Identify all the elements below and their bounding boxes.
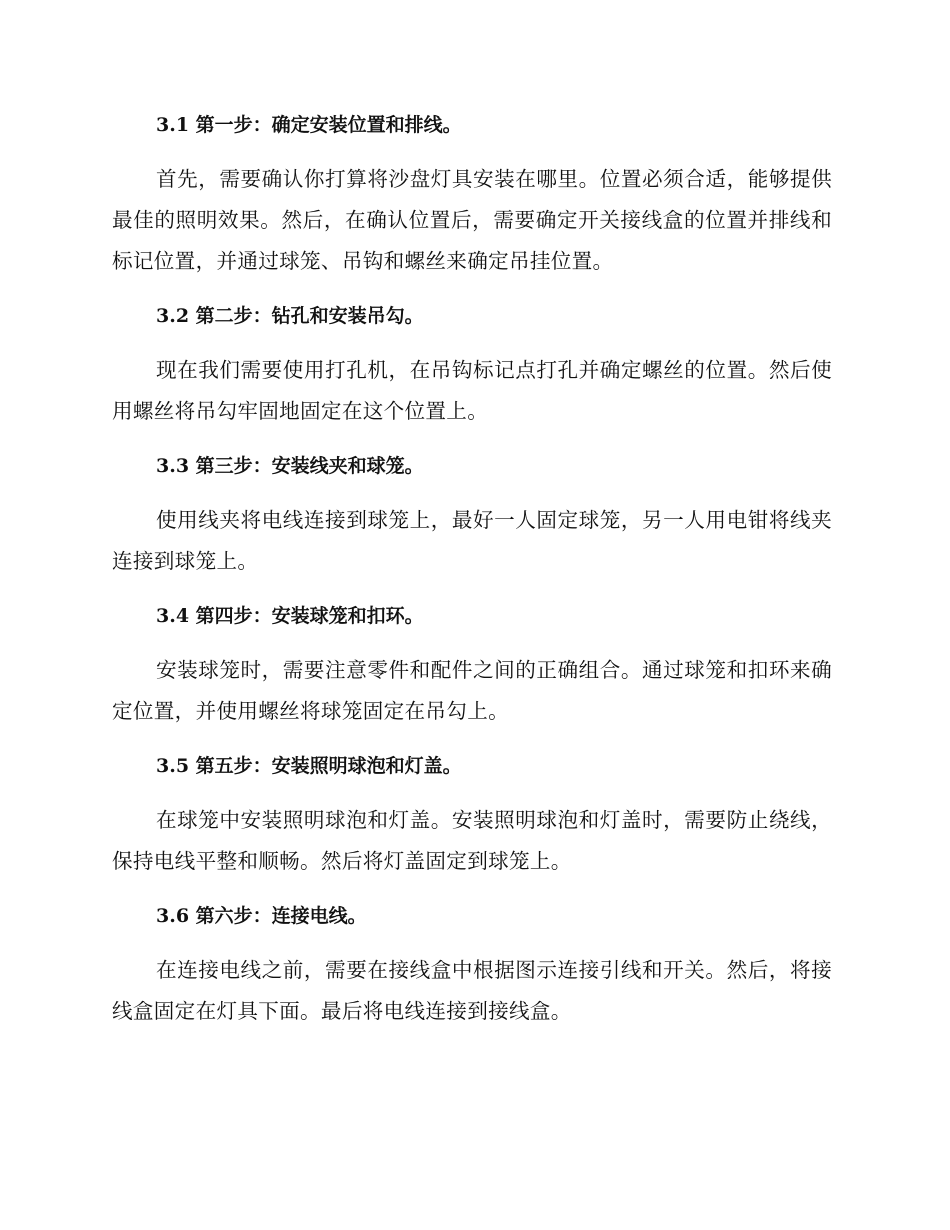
section-paragraph: 在球笼中安装照明球泡和灯盖。安装照明球泡和灯盖时，需要防止绕线，保持电线平整和顺畅。然后将灯盖固定到球笼上。 — [112, 808, 832, 873]
section-3-1 — [112, 110, 832, 282]
section-3-5 — [112, 751, 832, 882]
section-heading: 3.1 第一步：确定安装位置和排线。 — [156, 114, 462, 136]
section-3-6 — [112, 901, 832, 1032]
section-3-2 — [112, 301, 832, 432]
section-3-3 — [112, 451, 832, 582]
section-paragraph: 现在我们需要使用打孔机，在吊钩标记点打孔并确定螺丝的位置。然后使用螺丝将吊勾牢固地固定在这个位置上。 — [112, 358, 832, 423]
section-heading: 3.3 第三步：安装线夹和球笼。 — [156, 455, 424, 477]
section-heading: 3.5 第五步：安装照明球泡和灯盖。 — [156, 755, 462, 777]
document-content — [112, 110, 832, 1032]
section-paragraph: 安装球笼时，需要注意零件和配件之间的正确组合。通过球笼和扣环来确定位置，并使用螺丝将球笼固定在吊勾上。 — [112, 658, 832, 723]
section-heading: 3.6 第六步：连接电线。 — [156, 905, 367, 927]
section-paragraph: 首先，需要确认你打算将沙盘灯具安装在哪里。位置必须合适，能够提供最佳的照明效果。然后，在确认位置后，需要确定开关接线盒的位置并排线和标记位置，并通过球笼、吊钩和螺丝来确定吊挂位置。 — [112, 167, 832, 273]
section-3-4 — [112, 601, 832, 732]
section-heading: 3.4 第四步：安装球笼和扣环。 — [156, 605, 424, 627]
section-paragraph: 在连接电线之前，需要在接线盒中根据图示连接引线和开关。然后，将接线盒固定在灯具下面。最后将电线连接到接线盒。 — [112, 958, 832, 1023]
section-heading: 3.2 第二步：钻孔和安装吊勾。 — [156, 305, 424, 327]
section-paragraph: 使用线夹将电线连接到球笼上，最好一人固定球笼，另一人用电钳将线夹连接到球笼上。 — [112, 508, 832, 573]
